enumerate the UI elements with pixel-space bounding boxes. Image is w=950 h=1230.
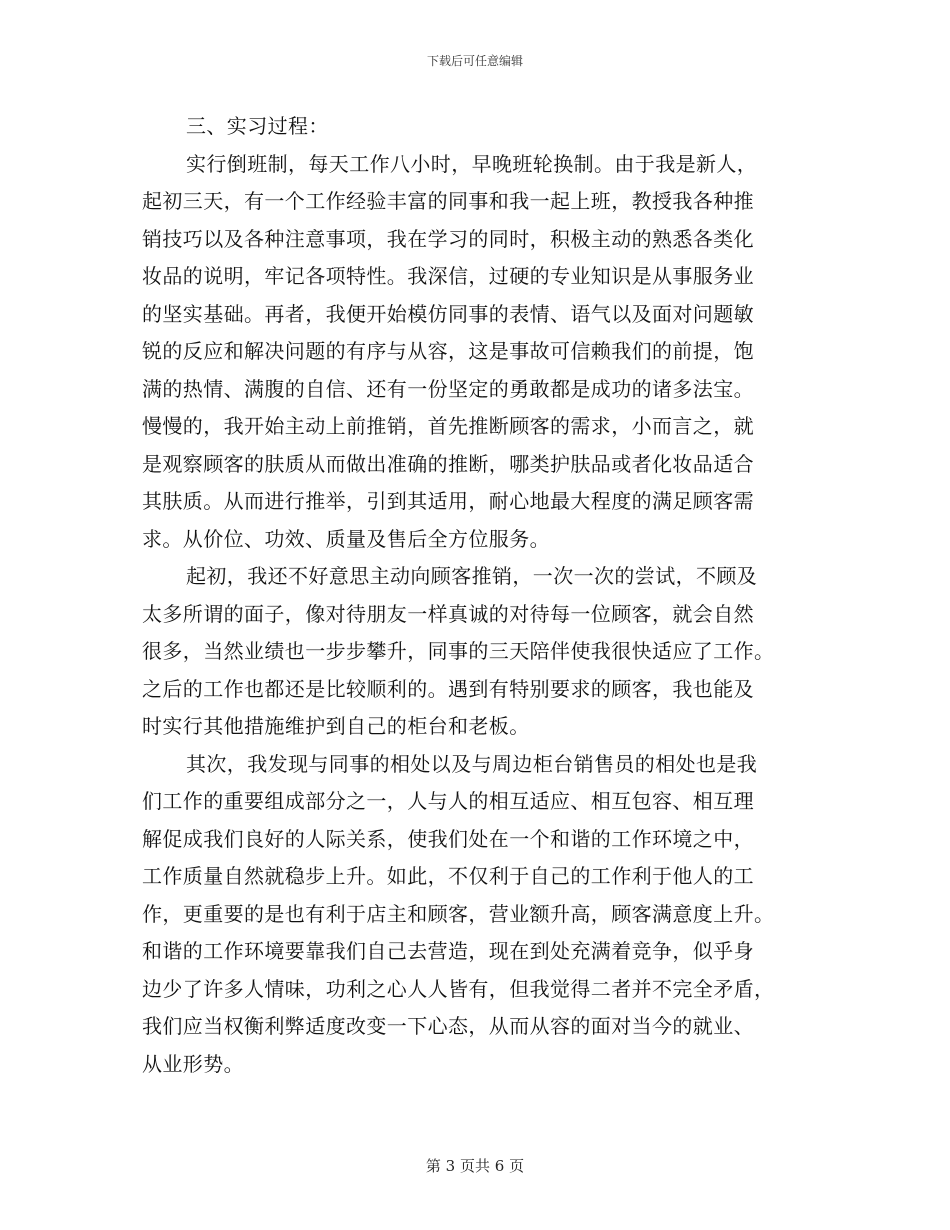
paragraph-line: 们工作的重要组成部分之一，人与人的相互适应、相互包容、相互理 <box>142 789 754 813</box>
paragraph-line: 解促成我们良好的人际关系，使我们处在一个和谐的工作环境之中， <box>142 826 754 851</box>
paragraph-line: 和谐的工作环境要靠我们自己去营造，现在到处充满着竞争，似乎身 <box>142 939 754 963</box>
paragraph-line: 边少了许多人情味，功利之心人人皆有，但我觉得二者并不完全矛盾， <box>142 976 775 1001</box>
paragraph-line: 起初三天，有一个工作经验丰富的同事和我一起上班，教授我各种推 <box>142 189 754 213</box>
paragraph-line: 锐的反应和解决问题的有序与从容，这是事故可信赖我们的前提，饱 <box>142 339 754 363</box>
paragraph-line: 太多所谓的面子，像对待朋友一样真诚的对待每一位顾客，就会自然 <box>142 601 754 626</box>
page-number: 第 3 页共 6 页 <box>425 1157 525 1175</box>
paragraph-line: 的坚实基础。再者，我便开始模仿同事的表情、语气以及面对问题敏 <box>142 301 754 326</box>
paragraph-line: 求。从价位、功效、质量及售后全方位服务。 <box>142 526 550 551</box>
page-header-note: 下载后可任意编辑 <box>426 54 523 68</box>
paragraph-line: 实行倒班制，每天工作八小时，早晚班轮换制。由于我是新人， <box>186 151 758 176</box>
paragraph-line: 妆品的说明，牢记各项特性。我深信，过硬的专业知识是从事服务业 <box>142 264 754 288</box>
paragraph-line: 慢慢的，我开始主动上前推销，首先推断顾客的需求，小而言之，就 <box>142 414 754 438</box>
paragraph-line: 之后的工作也都还是比较顺利的。遇到有特别要求的顾客，我也能及 <box>142 676 754 701</box>
paragraph-line: 是观察顾客的肤质从而做出准确的推断，哪类护肤品或者化妆品适合 <box>142 451 754 476</box>
paragraph-line: 工作质量自然就稳步上升。如此，不仅利于自己的工作利于他人的工 <box>142 864 754 888</box>
paragraph-line: 作，更重要的是也有利于店主和顾客，营业额升高，顾客满意度上升。 <box>142 901 775 926</box>
paragraph-line: 满的热情、满腹的自信、还有一份坚定的勇敢都是成功的诸多法宝。 <box>142 376 754 401</box>
paragraph-line: 很多，当然业绩也一步步攀升，同事的三天陪伴使我很快适应了工作。 <box>142 639 775 663</box>
paragraph-line: 其次，我发现与同事的相处以及与周边柜台销售员的相处也是我 <box>186 751 758 776</box>
paragraph-line: 起初，我还不好意思主动向顾客推销，一次一次的尝试，不顾及 <box>186 564 758 588</box>
paragraph-line: 销技巧以及各种注意事项，我在学习的同时，积极主动的熟悉各类化 <box>142 226 754 251</box>
paragraph-line: 时实行其他措施维护到自己的柜台和老板。 <box>142 714 530 738</box>
paragraph-line: 我们应当权衡利弊适度改变一下心态，从而从容的面对当今的就业、 <box>142 1014 754 1038</box>
section-heading: 三、实习过程： <box>186 114 329 138</box>
paragraph-line: 从业形势。 <box>142 1051 244 1076</box>
document-body <box>142 108 806 1083</box>
paragraph-line: 其肤质。从而进行推举，引到其适用，耐心地最大程度的满足顾客需 <box>142 489 754 513</box>
